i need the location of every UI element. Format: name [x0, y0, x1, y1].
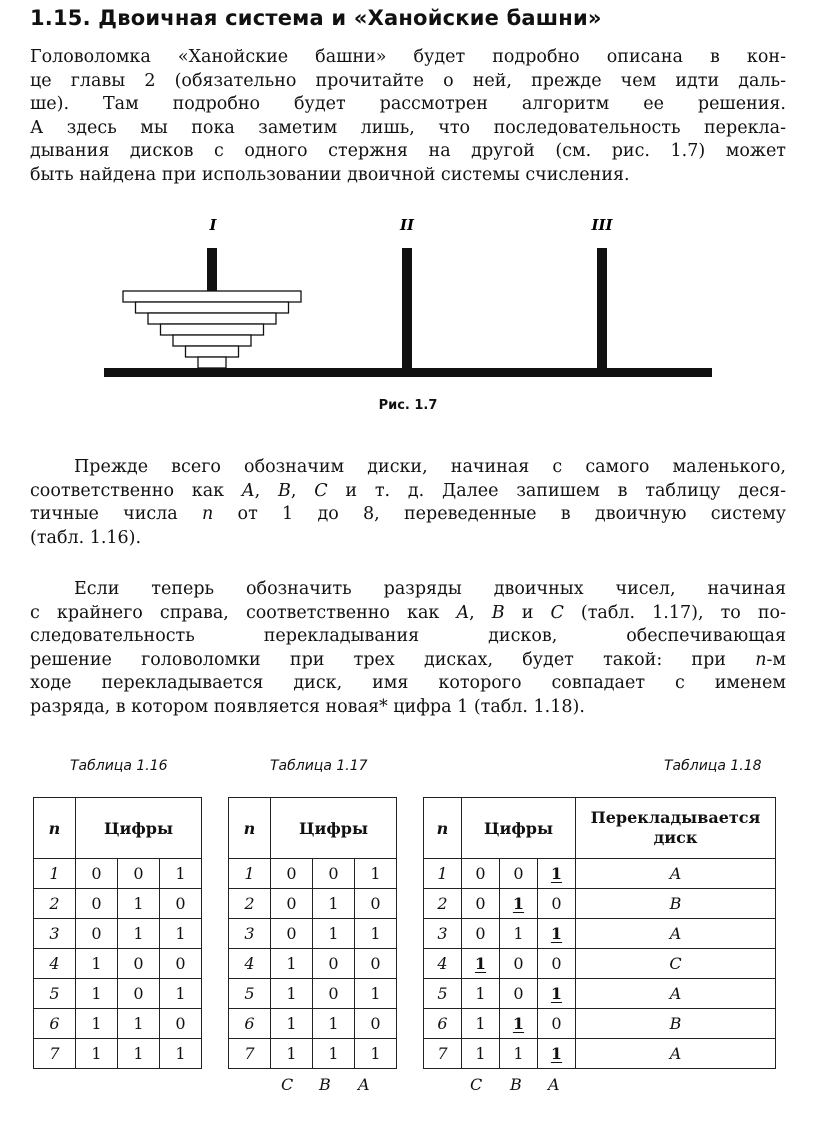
- cell-digit: 0: [160, 889, 202, 919]
- cell-n: 6: [34, 1009, 76, 1039]
- cell-digit: 0: [271, 919, 313, 949]
- cell-digit: 1: [355, 919, 397, 949]
- cell-digit: 1: [462, 949, 500, 979]
- cell-n: 4: [34, 949, 76, 979]
- cell-digit: 0: [462, 919, 500, 949]
- cell-n: 4: [229, 949, 271, 979]
- cell-digit: 0: [462, 859, 500, 889]
- cell-digit: 1: [500, 1009, 538, 1039]
- cell-digit: 0: [313, 949, 355, 979]
- cell-digit: 0: [76, 889, 118, 919]
- t118-label-c: C: [470, 1075, 483, 1094]
- table-row: [424, 889, 776, 919]
- cell-digit: 0: [76, 859, 118, 889]
- cell-digit: 1: [355, 1039, 397, 1069]
- table-row: [34, 889, 202, 919]
- paragraph-disks: [30, 456, 786, 550]
- text-line: Если теперь обозначить разряды двоичных чисел, начиная: [74, 579, 786, 599]
- rod-label-2: II: [399, 216, 415, 234]
- disk-6: [186, 346, 239, 357]
- hanoi-figure: [0, 205, 816, 420]
- cell-digit: 0: [313, 979, 355, 1009]
- cell-digit: 1: [500, 889, 538, 919]
- cell-digit: 0: [462, 889, 500, 919]
- disk-1: [123, 291, 301, 302]
- cell-digit: 1: [500, 1039, 538, 1069]
- cell-digit: 0: [118, 859, 160, 889]
- cell-digit: 1: [313, 919, 355, 949]
- cell-digit: 1: [76, 949, 118, 979]
- cell-digit: 1: [500, 919, 538, 949]
- text-line: тичные числа n от 1 до 8, переведенные в двоичную систему: [30, 504, 786, 525]
- cell-digit: 1: [538, 1039, 576, 1069]
- cell-digit: 0: [538, 889, 576, 919]
- cell-digit: 1: [76, 979, 118, 1009]
- cell-digit: 1: [160, 979, 202, 1009]
- table-row: [229, 979, 397, 1009]
- rod-label-3: III: [591, 216, 613, 234]
- cell-digit: 1: [160, 919, 202, 949]
- table-row: [424, 1039, 776, 1069]
- cell-n: 7: [424, 1039, 462, 1069]
- cell-n: 5: [424, 979, 462, 1009]
- paragraph-rule: [30, 578, 786, 720]
- cell-n: 4: [424, 949, 462, 979]
- text-line: разряда, в котором появляется новая* цифра 1 (табл. 1.18).: [30, 696, 585, 717]
- cell-digit: 1: [160, 1039, 202, 1069]
- table-row: [229, 1009, 397, 1039]
- cell-digit: 1: [118, 919, 160, 949]
- cell-n: 7: [229, 1039, 271, 1069]
- text-line: (табл. 1.16).: [30, 527, 142, 548]
- cell-digit: 1: [76, 1039, 118, 1069]
- table-117-caption: Таблица 1.17: [270, 758, 368, 774]
- table-118-caption: Таблица 1.18: [664, 758, 762, 774]
- cell-n: 6: [229, 1009, 271, 1039]
- text-line: ходе перекладывается диск, имя которого совпадает с именем: [30, 673, 786, 694]
- cell-digit: 0: [500, 949, 538, 979]
- cell-digit: 1: [118, 889, 160, 919]
- cell-digit: 0: [271, 859, 313, 889]
- header-digits: Цифры: [271, 798, 397, 859]
- header-n: n: [424, 798, 462, 859]
- cell-digit: 1: [160, 859, 202, 889]
- cell-digit: 0: [271, 889, 313, 919]
- cell-n: 2: [424, 889, 462, 919]
- cell-digit: 1: [271, 979, 313, 1009]
- cell-digit: 0: [500, 859, 538, 889]
- cell-digit: 1: [76, 1009, 118, 1039]
- cell-digit: 1: [462, 979, 500, 1009]
- cell-n: 1: [34, 859, 76, 889]
- cell-digit: 1: [355, 859, 397, 889]
- cell-n: 1: [229, 859, 271, 889]
- cell-digit: 1: [271, 1039, 313, 1069]
- t117-label-b: B: [319, 1075, 331, 1094]
- table-row: [229, 919, 397, 949]
- cell-digit: 1: [538, 979, 576, 1009]
- disk-4: [161, 324, 264, 335]
- table-row: [229, 889, 397, 919]
- section-title: 1.15. Двоичная система и «Ханойские башни»: [30, 6, 602, 30]
- table-117: [228, 797, 397, 1069]
- rod-3: [597, 248, 607, 368]
- disk-stack: [123, 291, 301, 368]
- table-row: [34, 949, 202, 979]
- table-row: [424, 919, 776, 949]
- cell-n: 6: [424, 1009, 462, 1039]
- cell-n: 5: [229, 979, 271, 1009]
- figure-caption: Рис. 1.7: [378, 398, 438, 413]
- cell-digit: 1: [313, 1009, 355, 1039]
- cell-digit: 1: [271, 949, 313, 979]
- text-line: Прежде всего обозначим диски, начиная с самого маленького,: [74, 457, 786, 477]
- cell-digit: 0: [355, 1009, 397, 1039]
- cell-disk: B: [576, 889, 776, 919]
- header-digits: Цифры: [462, 798, 576, 859]
- t118-label-a: A: [548, 1075, 560, 1094]
- cell-n: 5: [34, 979, 76, 1009]
- header-n: n: [34, 798, 76, 859]
- t117-label-a: A: [358, 1075, 370, 1094]
- text-line: соответственно как A, B, C и т. д. Далее запишем в таблицу деся-: [30, 480, 786, 501]
- text-line: Головоломка «Ханойские башни» будет подробно описана в кон-: [30, 47, 786, 67]
- header-n: n: [229, 798, 271, 859]
- cell-disk: A: [576, 859, 776, 889]
- cell-digit: 1: [538, 859, 576, 889]
- cell-n: 3: [229, 919, 271, 949]
- table-row: [229, 1039, 397, 1069]
- cell-digit: 1: [313, 889, 355, 919]
- t118-label-b: B: [510, 1075, 522, 1094]
- base-plate: [104, 368, 712, 377]
- table-row: [424, 949, 776, 979]
- header-digits: Цифры: [76, 798, 202, 859]
- text-line: дывания дисков с одного стержня на другой (см. рис. 1.7) может: [30, 141, 786, 162]
- cell-digit: 0: [160, 949, 202, 979]
- cell-digit: 1: [313, 1039, 355, 1069]
- cell-n: 1: [424, 859, 462, 889]
- cell-digit: 0: [500, 979, 538, 1009]
- text-line: решение головоломки при трех дисках, будет такой: при n-м: [30, 649, 786, 670]
- text-line: це главы 2 (обязательно прочитайте о ней, прежде чем идти даль-: [30, 70, 786, 91]
- cell-n: 2: [34, 889, 76, 919]
- cell-digit: 0: [118, 979, 160, 1009]
- table-row: [424, 1009, 776, 1039]
- cell-digit: 0: [160, 1009, 202, 1039]
- paragraph-intro: [30, 46, 786, 188]
- disk-3: [148, 313, 276, 324]
- cell-digit: 1: [462, 1009, 500, 1039]
- table-row: [424, 979, 776, 1009]
- cell-digit: 1: [462, 1039, 500, 1069]
- cell-digit: 0: [118, 949, 160, 979]
- cell-digit: 1: [355, 979, 397, 1009]
- table-row: [34, 859, 202, 889]
- table-116-caption: Таблица 1.16: [70, 758, 168, 774]
- table-row: [229, 859, 397, 889]
- header-disk: Перекладывается диск: [576, 798, 776, 859]
- text-line: быть найдена при использовании двоичной системы счисления.: [30, 164, 630, 185]
- disk-5: [173, 335, 251, 346]
- t117-label-c: C: [281, 1075, 294, 1094]
- table-row: [34, 1039, 202, 1069]
- table-row: [34, 1009, 202, 1039]
- cell-digit: 0: [538, 949, 576, 979]
- cell-digit: 0: [538, 1009, 576, 1039]
- cell-digit: 0: [76, 919, 118, 949]
- cell-digit: 1: [538, 919, 576, 949]
- text-line: следовательность перекладывания дисков, обеспечивающая: [30, 626, 786, 647]
- cell-digit: 1: [118, 1039, 160, 1069]
- disk-7: [198, 357, 226, 368]
- cell-disk: B: [576, 1009, 776, 1039]
- cell-digit: 1: [118, 1009, 160, 1039]
- text-line: А здесь мы пока заметим лишь, что последовательность перекла-: [30, 117, 786, 138]
- cell-digit: 1: [271, 1009, 313, 1039]
- cell-n: 2: [229, 889, 271, 919]
- table-row: [424, 859, 776, 889]
- table-row: [34, 979, 202, 1009]
- disk-2: [136, 302, 289, 313]
- cell-disk: A: [576, 979, 776, 1009]
- table-118: [423, 797, 776, 1069]
- cell-n: 7: [34, 1039, 76, 1069]
- text-line: с крайнего справа, соответственно как A, B и C (табл. 1.17), то по-: [30, 602, 786, 623]
- table-row: [34, 919, 202, 949]
- cell-digit: 0: [355, 949, 397, 979]
- cell-disk: A: [576, 1039, 776, 1069]
- table-116: [33, 797, 202, 1069]
- rod-label-1: I: [209, 216, 217, 234]
- cell-disk: A: [576, 919, 776, 949]
- cell-digit: 0: [355, 889, 397, 919]
- text-line: ше). Там подробно будет рассмотрен алгоритм ее решения.: [30, 94, 786, 115]
- table-row: [229, 949, 397, 979]
- cell-disk: C: [576, 949, 776, 979]
- cell-n: 3: [34, 919, 76, 949]
- cell-n: 3: [424, 919, 462, 949]
- cell-digit: 0: [313, 859, 355, 889]
- rod-2: [402, 248, 412, 368]
